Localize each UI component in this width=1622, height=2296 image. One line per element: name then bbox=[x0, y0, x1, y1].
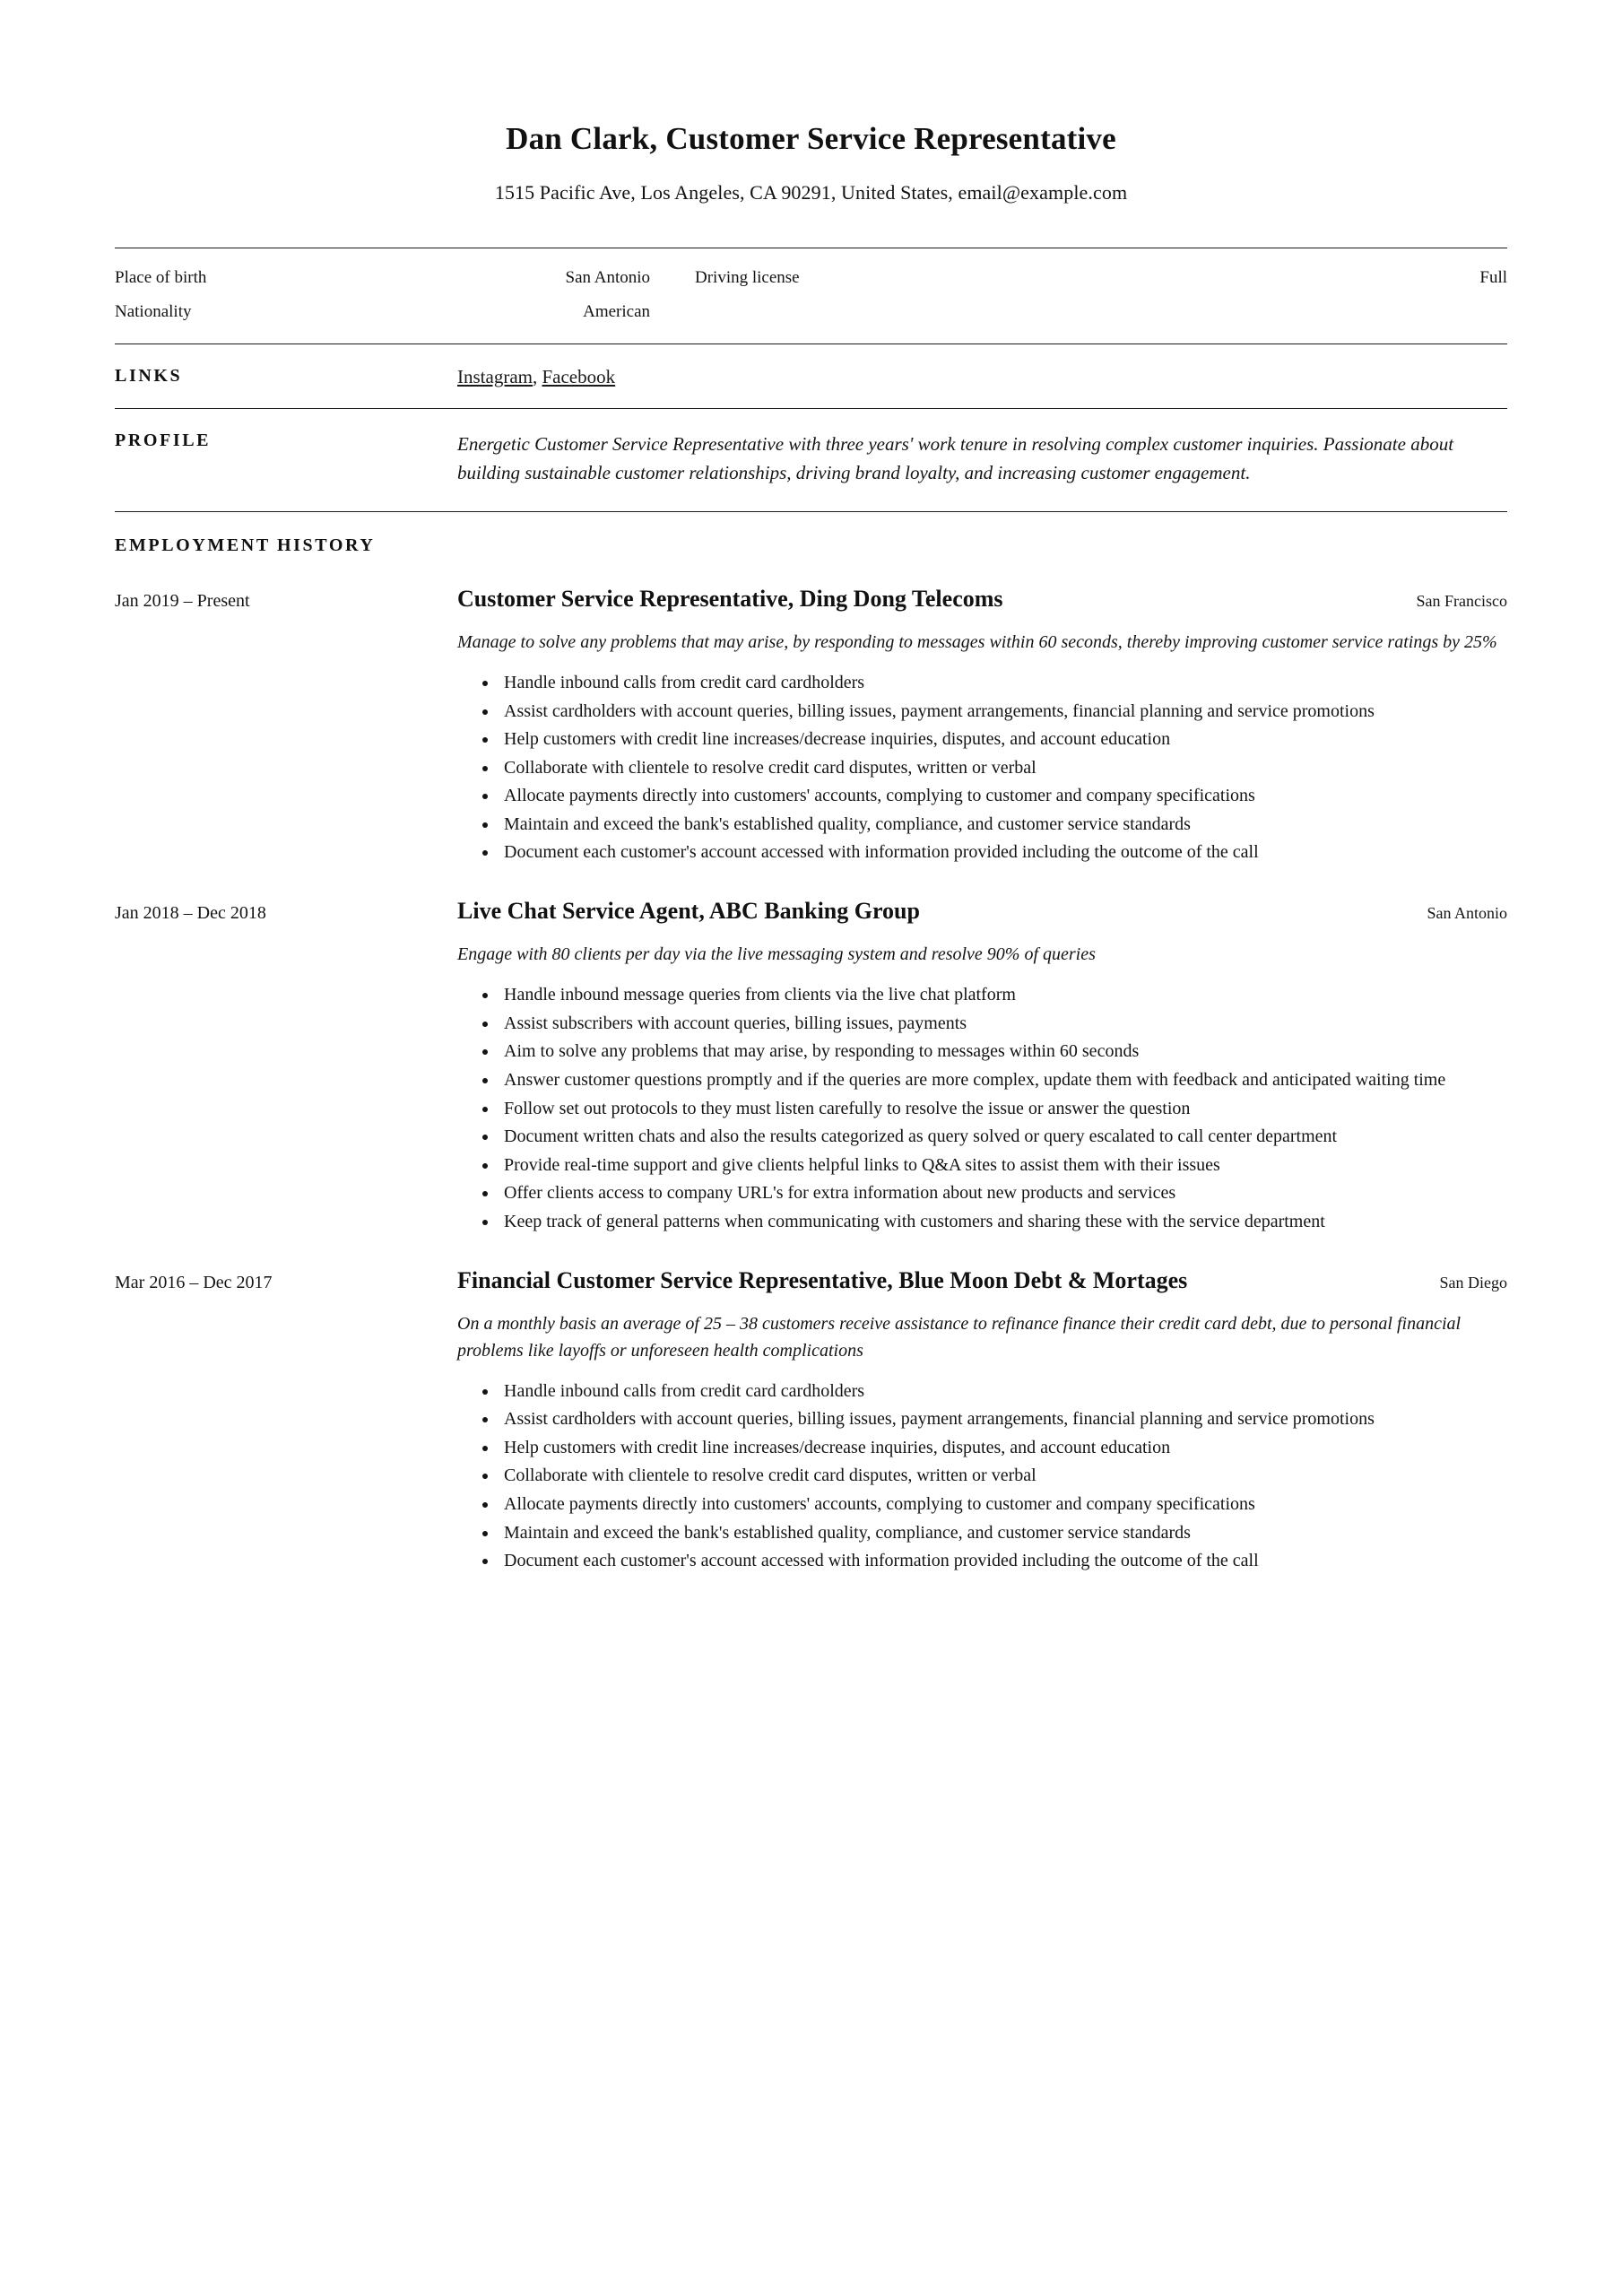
links-separator: , bbox=[532, 366, 542, 387]
list-item: • Maintain and exceed the bank's established quality, compliance, and customer service standards bbox=[499, 1520, 1507, 1547]
job-title: Financial Customer Service Representative, Blue Moon Debt & Mortages bbox=[457, 1266, 1188, 1293]
list-item: • Maintain and exceed the bank's established quality, compliance, and customer service standards bbox=[499, 812, 1507, 839]
list-item: • Answer customer questions promptly and if the queries are more complex, update them with feedback and anticipated waiting time bbox=[499, 1067, 1507, 1094]
job-entry bbox=[115, 895, 1507, 1237]
job-bullets bbox=[457, 670, 1507, 866]
links-heading: LINKS bbox=[115, 366, 183, 386]
list-item: • Handle inbound calls from credit card cardholders bbox=[499, 670, 1507, 697]
job-summary: Manage to solve any problems that may arise, by responding to messages within 60 seconds, thereby improving customer service ratings by 25% bbox=[457, 631, 1497, 652]
list-item: • Provide real-time support and give clients helpful links to Q&A sites to assist them with their issues bbox=[499, 1152, 1507, 1179]
job-title: Customer Service Representative, Ding Dong Telecoms bbox=[457, 585, 1003, 612]
job-summary: Engage with 80 clients per day via the live messaging system and resolve 90% of queries bbox=[457, 944, 1096, 965]
list-item: • Assist subscribers with account queries, billing issues, payments bbox=[499, 1011, 1507, 1038]
list-item: • Document each customer's account accessed with information provided including the outcome of the call bbox=[499, 839, 1507, 866]
detail-row bbox=[115, 302, 1507, 322]
job-city: San Antonio bbox=[1427, 904, 1507, 923]
job-bullets bbox=[457, 1378, 1507, 1575]
employment-section bbox=[115, 512, 1507, 1586]
job-city: San Francisco bbox=[1416, 591, 1507, 610]
contact-line: 1515 Pacific Ave, Los Angeles, CA 90291, United States, email@example.com bbox=[494, 181, 1128, 204]
job-dates: Jan 2019 – Present bbox=[115, 590, 250, 611]
employment-heading: EMPLOYMENT HISTORY bbox=[115, 535, 376, 555]
place-of-birth-label: Place of birth bbox=[115, 268, 207, 287]
list-item: • Assist cardholders with account queries, billing issues, payment arrangements, financial planning and service promotions bbox=[499, 1406, 1507, 1433]
driving-license-label: Driving license bbox=[695, 268, 800, 287]
profile-heading: PROFILE bbox=[115, 430, 212, 450]
links-section bbox=[115, 344, 1507, 408]
profile-section bbox=[115, 409, 1507, 511]
job-city: San Diego bbox=[1439, 1273, 1507, 1292]
job-title: Live Chat Service Agent, ABC Banking Group bbox=[457, 898, 920, 925]
list-item: • Allocate payments directly into customers' accounts, complying to customer and company specifications bbox=[499, 783, 1507, 810]
nationality-value: American bbox=[583, 302, 650, 321]
list-item: • Help customers with credit line increases/decrease inquiries, disputes, and account education bbox=[499, 726, 1507, 753]
job-entry bbox=[115, 1265, 1507, 1577]
job-bullets bbox=[457, 982, 1507, 1235]
list-item: • Aim to solve any problems that may arise, by responding to messages within 60 seconds bbox=[499, 1039, 1507, 1065]
list-item: • Assist cardholders with account queries, billing issues, payment arrangements, financial planning and service promotions bbox=[499, 699, 1507, 726]
list-item: • Handle inbound calls from credit card cardholders bbox=[499, 1378, 1507, 1405]
link-facebook[interactable]: Facebook bbox=[542, 366, 616, 387]
list-item: • Keep track of general patterns when communicating with customers and sharing these with the service department bbox=[499, 1209, 1507, 1236]
links-list bbox=[457, 366, 1507, 388]
profile-text: Energetic Customer Service Representative with three years' work tenure in resolving complex customer inquiries. Passionate about building sustainable customer relationships, driving brand loyalty, and increasing customer engagement. bbox=[457, 433, 1454, 483]
detail-row bbox=[115, 268, 1507, 288]
list-item: • Offer clients access to company URL's for extra information about new products and services bbox=[499, 1180, 1507, 1207]
personal-details-section bbox=[115, 248, 1507, 344]
page-title: Dan Clark, Customer Service Representative bbox=[506, 121, 1116, 156]
driving-license-value: Full bbox=[1479, 268, 1507, 287]
list-item: • Handle inbound message queries from clients via the live chat platform bbox=[499, 982, 1507, 1009]
list-item: • Follow set out protocols to they must listen carefully to resolve the issue or answer the question bbox=[499, 1096, 1507, 1123]
place-of-birth-value: San Antonio bbox=[565, 268, 650, 287]
list-item: • Collaborate with clientele to resolve credit card disputes, written or verbal bbox=[499, 755, 1507, 782]
link-instagram[interactable]: Instagram bbox=[457, 366, 533, 387]
list-item: • Collaborate with clientele to resolve credit card disputes, written or verbal bbox=[499, 1463, 1507, 1490]
job-entry bbox=[115, 583, 1507, 868]
list-item: • Help customers with credit line increases/decrease inquiries, disputes, and account education bbox=[499, 1435, 1507, 1462]
job-dates: Jan 2018 – Dec 2018 bbox=[115, 903, 266, 924]
nationality-label: Nationality bbox=[115, 302, 192, 321]
list-item: • Document written chats and also the results categorized as query solved or query escalated to call center department bbox=[499, 1124, 1507, 1151]
list-item: • Document each customer's account accessed with information provided including the outcome of the call bbox=[499, 1548, 1507, 1575]
job-dates: Mar 2016 – Dec 2017 bbox=[115, 1272, 273, 1292]
job-summary: On a monthly basis an average of 25 – 38 customers receive assistance to refinance finance their credit card debt, due to personal financial problems like layoffs or unforeseen health complications bbox=[457, 1313, 1462, 1361]
list-item: • Allocate payments directly into customers' accounts, complying to customer and company specifications bbox=[499, 1492, 1507, 1518]
